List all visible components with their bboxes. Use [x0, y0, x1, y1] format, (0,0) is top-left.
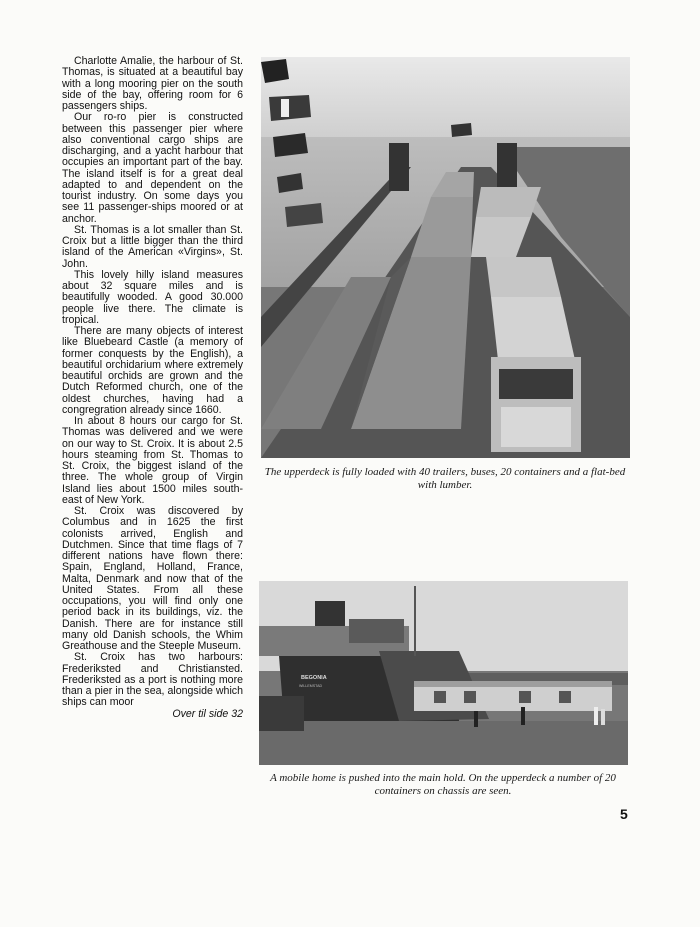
article-column — [62, 56, 243, 720]
paragraph: St. Croix has two harbours: Frederiksted and Christiansted. Frederiksted as a port is nothing more than a pier in the sea, alongside which ships can moor — [62, 651, 243, 709]
upperdeck-photo — [261, 57, 630, 458]
paragraph: There are many objects of interest like Bluebeard Castle (a memory of former conquests by the English), a beautiful orchidarium where extremely beautiful orchids are grown and the Dutch Reformed church, one of the oldest churches, having had a congregration already since 1660. — [62, 325, 243, 416]
upperdeck-photo-image — [261, 57, 630, 458]
mobile-home-photo-image — [259, 581, 628, 765]
page-number: 5 — [620, 806, 628, 822]
paragraph: Our ro-ro pier is constructed between this passenger pier where also conventional cargo ships are discharging, and a yacht harbour that occupies an important part of the bay. The island itself is for a great deal adapted to and dependent on the tourist industry. On some days you see 11 passenger-ships moored or at anchor. — [62, 111, 243, 225]
paragraph: St. Croix was discovered by Columbus and in 1625 the first colonists arrived, English and Dutchmen. Since that time flags of 7 different nations have flown there: Spain, England, Holland, France, Malta, Denmark and now that of the United States. From all these occupations, you will find only one period back in its buildings, viz. the Danish. There are for instance still many old Danish schools, the Whim Greathouse and the Steeple Museum. — [62, 505, 243, 652]
ship-port-text: WILLEMSTAD — [299, 684, 323, 688]
paragraph: Charlotte Amalie, the harbour of St. Thomas, is situated at a beautiful bay with a long mooring pier on the south side of the bay, offering room for 6 passengers ships. — [62, 55, 243, 112]
paragraph: St. Thomas is a lot smaller than St. Croix but a little bigger than the third island of the American «Virgins», St. John. — [62, 223, 243, 270]
continued-note: Over til side 32 — [172, 707, 243, 720]
paragraph: This lovely hilly island measures about 32 square miles and is beautifully wooded. A good 30.000 people live there. The climate is tropical. — [62, 268, 243, 326]
mobile-home-photo — [259, 581, 628, 765]
paragraph: In about 8 hours our cargo for St. Thomas was delivered and we were on our way to St. Croix. It is about 2.5 hours steaming from St. Thomas to St. Croix, the biggest island of the three. The whole group of Virgin Island lies about 1500 miles south-east of New York. — [62, 415, 243, 506]
upperdeck-caption: The upperdeck is fully loaded with 40 trailers, buses, 20 containers and a flat-bed with lumber. — [264, 466, 626, 491]
mobile-home-caption: A mobile home is pushed into the main hold. On the upperdeck a number of 20 containers on chassis are seen. — [270, 772, 616, 797]
ship-name-text: BEGONIA — [301, 675, 327, 681]
